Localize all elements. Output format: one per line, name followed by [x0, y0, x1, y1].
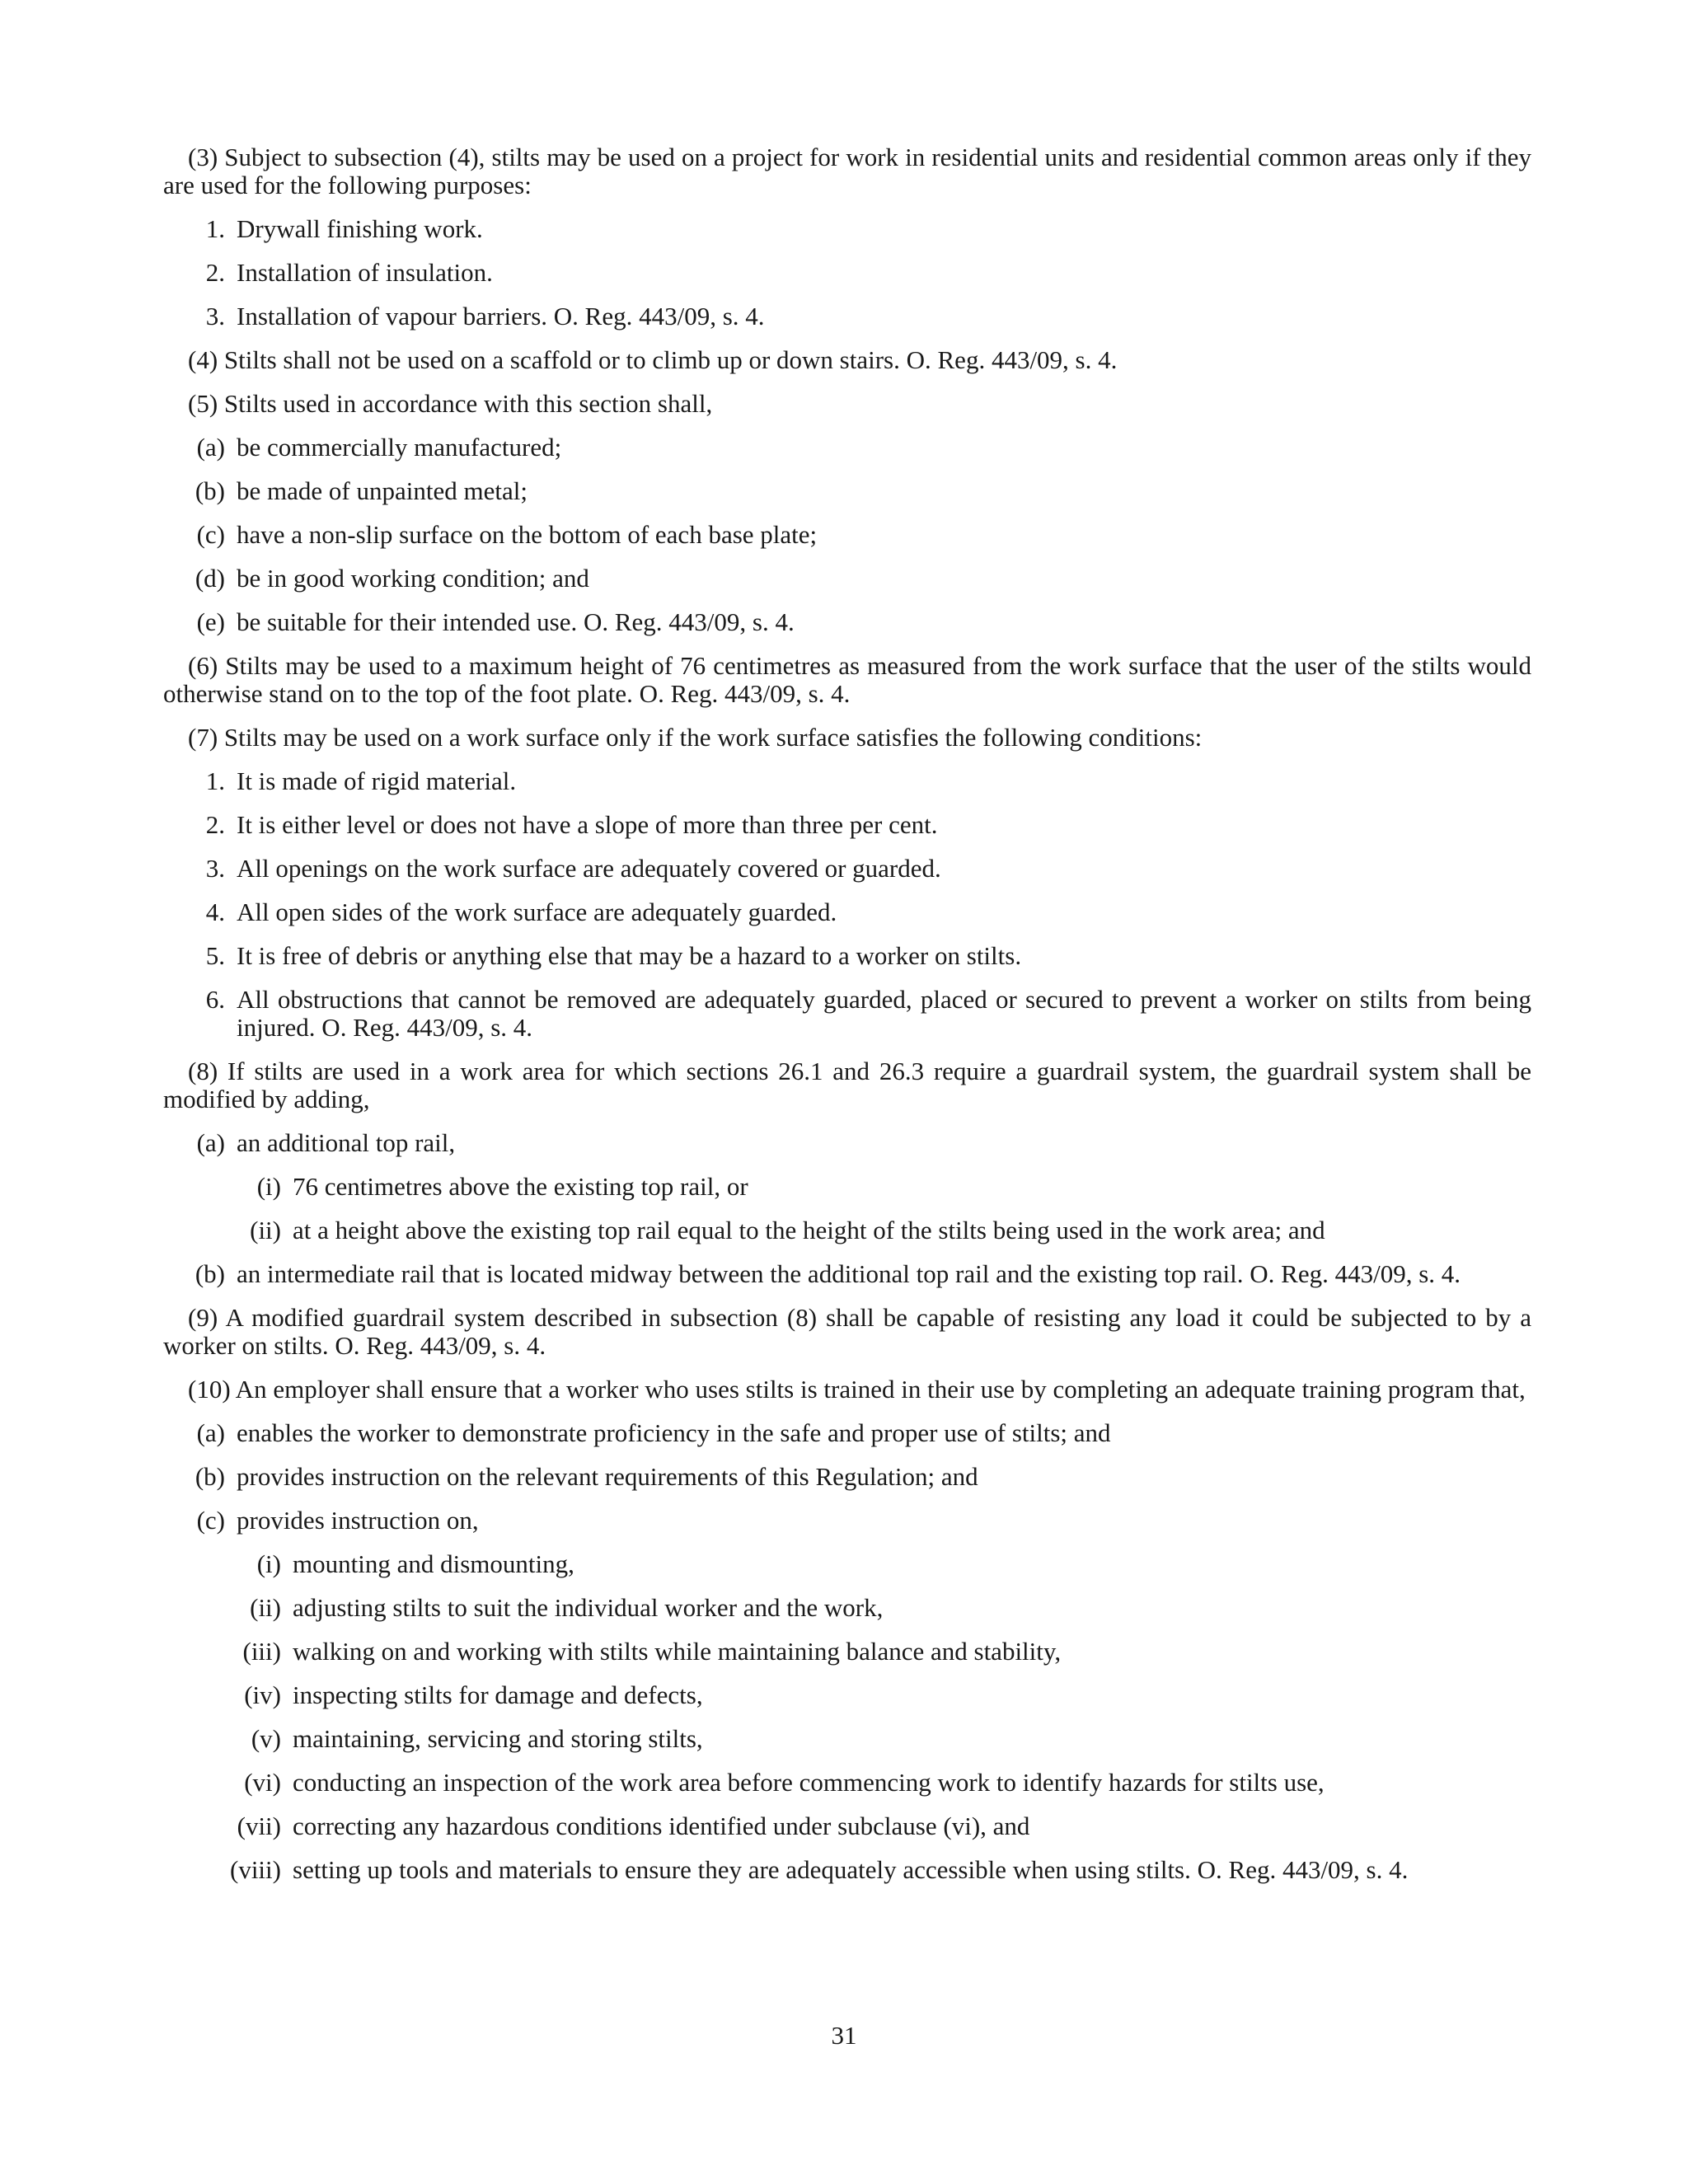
sub-list-item — [163, 1856, 1531, 1884]
list-item-text: Installation of vapour barriers. O. Reg. 443/09, s. 4. — [237, 302, 765, 330]
paragraph: (9) A modified guardrail system described in subsection (8) shall be capable of resisting any load it could be subjected to by a worker on stilts. O. Reg. 443/09, s. 4. — [163, 1303, 1531, 1360]
list-item-text: at a height above the existing top rail equal to the height of the stilts being used in the work area; and — [293, 1216, 1325, 1244]
list-item — [163, 521, 1531, 549]
page-number: 31 — [831, 2021, 857, 2050]
list-item-text: an intermediate rail that is located midway between the additional top rail and the existing top rail. O. Reg. 443/09, s. 4. — [237, 1259, 1461, 1288]
list-marker: (a) — [196, 1128, 225, 1157]
list-item — [163, 215, 1531, 243]
list-item — [163, 1129, 1531, 1157]
list-item-text: Drywall finishing work. — [237, 214, 483, 243]
list-item-text: It is either level or does not have a slope of more than three per cent. — [237, 810, 938, 839]
list-item-text: enables the worker to demonstrate proficiency in the safe and proper use of stilts; and — [237, 1418, 1111, 1447]
list-marker: (a) — [196, 1418, 225, 1447]
sub-list-item — [163, 1681, 1531, 1709]
list-marker: 6. — [205, 985, 225, 1014]
list-marker: (b) — [195, 1462, 225, 1491]
list-item-text: It is free of debris or anything else that may be a hazard to a worker on stilts. — [237, 941, 1022, 970]
list-marker: (d) — [195, 564, 225, 593]
sub-list-item — [163, 1173, 1531, 1201]
list-item — [163, 855, 1531, 883]
list-item-text: be in good working condition; and — [237, 564, 589, 593]
list-item — [163, 1260, 1531, 1288]
list-marker: 5. — [205, 941, 225, 970]
list-item-text: 76 centimetres above the existing top rail, or — [293, 1172, 748, 1201]
list-item — [163, 811, 1531, 839]
list-marker: (e) — [196, 607, 225, 636]
list-marker: (v) — [251, 1724, 281, 1753]
list-item-text: Installation of insulation. — [237, 258, 493, 287]
list-item — [163, 1419, 1531, 1447]
list-item-text: provides instruction on, — [237, 1506, 479, 1535]
list-marker: 2. — [205, 810, 225, 839]
list-marker: (b) — [195, 476, 225, 505]
list-item — [163, 259, 1531, 287]
sub-list-item — [163, 1594, 1531, 1622]
list-item — [163, 1463, 1531, 1491]
paragraph: (6) Stilts may be used to a maximum height of 76 centimetres as measured from the work surface that the user of the stilts would otherwise stand on to the top of the foot plate. O. Reg. 443/09, s. 4. — [163, 651, 1531, 708]
list-marker: (c) — [196, 1506, 225, 1535]
list-marker: (a) — [196, 433, 225, 462]
sub-list-item — [163, 1769, 1531, 1797]
list-item — [163, 565, 1531, 593]
sub-list-item — [163, 1216, 1531, 1244]
list-marker: (i) — [256, 1172, 281, 1201]
paragraph: (5) Stilts used in accordance with this section shall, — [188, 389, 713, 418]
list-item-text: setting up tools and materials to ensure they are adequately accessible when using stilts. O. Reg. 443/09, s. 4. — [293, 1855, 1409, 1884]
list-item — [163, 898, 1531, 926]
list-item-text: All openings on the work surface are adequately covered or guarded. — [237, 854, 941, 883]
list-item-text: be made of unpainted metal; — [237, 476, 528, 505]
list-item-text: All open sides of the work surface are adequately guarded. — [237, 898, 837, 926]
sub-list-item — [163, 1638, 1531, 1666]
list-item — [163, 434, 1531, 462]
list-marker: (vi) — [244, 1768, 281, 1797]
list-marker: (iv) — [244, 1680, 281, 1709]
list-marker: (i) — [256, 1549, 281, 1578]
list-marker: 1. — [205, 214, 225, 243]
list-item-text: have a non-slip surface on the bottom of each base plate; — [237, 520, 818, 549]
list-item — [163, 302, 1531, 330]
list-marker: (iii) — [242, 1637, 281, 1666]
paragraph: (8) If stilts are used in a work area for which sections 26.1 and 26.3 require a guardrail system, the guardrail system shall be modified by adding, — [163, 1057, 1531, 1113]
list-item — [163, 767, 1531, 795]
list-marker: 3. — [205, 854, 225, 883]
list-item-text: an additional top rail, — [237, 1128, 456, 1157]
list-item-text: provides instruction on the relevant requirements of this Regulation; and — [237, 1462, 978, 1491]
list-item — [163, 608, 1531, 636]
paragraph: (3) Subject to subsection (4), stilts may be used on a project for work in residential units and residential common areas only if they are used for the following purposes: — [163, 143, 1531, 199]
list-marker: 2. — [205, 258, 225, 287]
list-marker: (b) — [195, 1259, 225, 1288]
list-item-text: adjusting stilts to suit the individual worker and the work, — [293, 1593, 884, 1622]
list-item-text: inspecting stilts for damage and defects, — [293, 1680, 703, 1709]
list-marker: (viii) — [230, 1855, 281, 1884]
list-item — [163, 986, 1531, 1042]
list-item-text: walking on and working with stilts while maintaining balance and stability, — [293, 1637, 1062, 1666]
list-item — [163, 477, 1531, 505]
list-item-text: mounting and dismounting, — [293, 1549, 574, 1578]
paragraph: (7) Stilts may be used on a work surface only if the work surface satisfies the following conditions: — [188, 723, 1203, 752]
paragraph: (10) An employer shall ensure that a worker who uses stilts is trained in their use by completing an adequate training program that, — [188, 1375, 1526, 1404]
list-item-text: maintaining, servicing and storing stilts, — [293, 1724, 703, 1753]
document-body — [163, 143, 1531, 1900]
paragraph: (4) Stilts shall not be used on a scaffold or to climb up or down stairs. O. Reg. 443/09, s. 4. — [188, 345, 1118, 374]
list-marker: 1. — [205, 766, 225, 795]
sub-list-item — [163, 1725, 1531, 1753]
list-item — [163, 942, 1531, 970]
list-marker: (ii) — [250, 1593, 281, 1622]
list-item-text: correcting any hazardous conditions identified under subclause (vi), and — [293, 1811, 1030, 1840]
list-item — [163, 1507, 1531, 1535]
list-item-text: It is made of rigid material. — [237, 766, 517, 795]
list-item-text: be suitable for their intended use. O. Reg. 443/09, s. 4. — [237, 607, 795, 636]
list-item-text: be commercially manufactured; — [237, 433, 562, 462]
list-marker: (c) — [196, 520, 225, 549]
list-item-text: All obstructions that cannot be removed are adequately guarded, placed or secured to prevent a worker on stilts from being injured. O. Reg. 443/09, s. 4. — [237, 985, 1531, 1042]
list-item-text: conducting an inspection of the work area before commencing work to identify hazards for stilts use, — [293, 1768, 1325, 1797]
list-marker: 3. — [205, 302, 225, 330]
list-marker: (ii) — [250, 1216, 281, 1244]
list-marker: 4. — [205, 898, 225, 926]
sub-list-item — [163, 1550, 1531, 1578]
sub-list-item — [163, 1812, 1531, 1840]
list-marker: (vii) — [237, 1811, 281, 1840]
